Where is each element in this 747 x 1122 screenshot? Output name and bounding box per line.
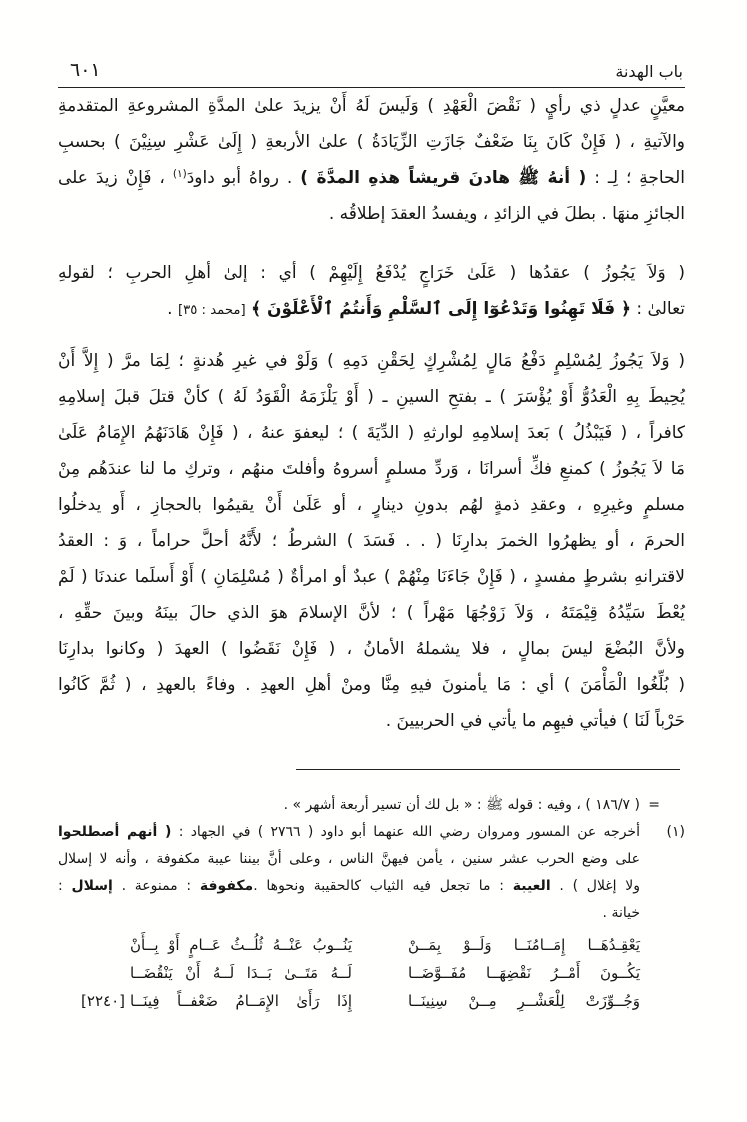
text-segment: تعالىٰ : <box>636 299 685 319</box>
text-line: والآتيةِ ، ( فَإِنْ كَانَ بِنَا ضَعْفٌ جَازَتِ الزِّيَادَةُ ) علىٰ الأربعةِ ( إِلَىٰ عَشْرِ سِنِيْنَ ) بحسبِ <box>58 132 685 152</box>
paragraph-payment-to-polytheist <box>58 343 685 739</box>
text-line: الجائزِ منهَا . بطلَ في الزائدِ ، ويفسدُ العقدَ إطلاقُه . <box>328 204 685 224</box>
second-hemistich: يَنُــوبُ عَنْــهُ ثُلُــثُ عَــامٍ أَوْ بِــأَنْ <box>130 936 352 954</box>
footnote-line <box>58 819 685 846</box>
bold-term: العيبة <box>512 878 551 894</box>
paragraph-tribute-prohibition <box>58 255 685 327</box>
paragraph-truce-duration <box>58 88 685 232</box>
text-line: يُحِيطَ بِهِ الْعَدُوُّ أَوْ يُؤْسَرَ ) ـ بفتحِ السينِ ـ ( أَوْ يَلْزَمَهُ الْقَوَدُ لَهُ ) كأنْ قتلَ قبلَ إسلامِهِ <box>58 387 685 407</box>
verse-number: [٢٢٤٠] <box>81 992 125 1010</box>
text-line: مَا لاَ يَجُوزُ ) كمنعِ فكِّ أسرانَا ، وَردِّ مسلمٍ أسروهُ وأفلتَ منهُم ، وتركِ ما لنا عندَهُم مِنْ <box>58 459 685 479</box>
bold-hadith-quote: ( أنهم أصطلحوا <box>58 824 172 840</box>
poem-verse <box>58 987 640 1015</box>
footnote-reference: (١) <box>172 167 187 180</box>
footnote-text: أخرجه عن المسور ومروان رضي الله عنهما أبو داود ( ٢٧٦٦ ) في الجهاد : <box>178 824 640 840</box>
text-line: ( وَلاَ يَجُوزُ لِمُسْلِمٍ دَفْعُ مَالٍ لِمُشْرِكٍ لِحَقْنِ دَمِهِ ) وَلَوْ في غيرِ هُدنةٍ ؛ لِمَا مرَّ ( إِلاَّ أَنْ <box>58 351 685 371</box>
bold-term: إسلال <box>71 878 113 894</box>
footnote-separator <box>296 769 680 770</box>
first-hemistich: يَعْقِـدُهَــا إِمَــامُنَــا وَلَــوْ بِمَــنْ <box>408 936 640 954</box>
continuation-marker: = <box>648 797 660 813</box>
footnote-marker: (١) <box>666 824 685 840</box>
quran-verse: ﴿ فَلَا تَهِنُوا وَتَدْعُوٓا إِلَى ٱلسَّلْمِ وَأَنتُمُ ٱلْأَعْلَوْنَ ﴾ <box>251 299 631 319</box>
footnotes <box>58 792 685 927</box>
text-line: حَرْباً لَنَا ) فيأتي فيهِم ما يأتي في الحربيينَ . <box>385 711 685 731</box>
text-line: الحرمَ ، أو يظهرُوا الخمرَ بدارِنَا ( . . فَسَدَ ) الشرطُ ؛ لأَنَّهُ أحلَّ حراماً ، وَ : العقدُ <box>58 531 685 551</box>
poem-verse <box>58 931 640 959</box>
text-line: كافراً ، ( فَيَبْذُلُ ) بَعدَ إسلامِهِ لوارثهِ ( الدِّيَةَ ) ؛ ليعفوَ عنهُ ، ( فَإِنْ هَادَنَهُمُ الإِمَامُ عَلَىٰ <box>58 423 685 443</box>
text-segment: الحاجةِ ؛ لِـ : <box>594 168 685 188</box>
text-line: معيَّنٍ عدلٍ ذي رأيٍ ( نَقْضَ الْعَهْدِ ) وَلَيسَ لَهُ أَنْ يزيدَ علىٰ المدَّةِ المشروعةِ المتقدمةِ <box>58 96 685 116</box>
poem <box>58 931 640 1015</box>
second-hemistich: لَــهُ مَتَــىٰ بَــدَا لَــهُ أَنْ يَنْقُضَــا <box>130 964 352 982</box>
text-line <box>58 160 685 196</box>
footnote-continuation <box>58 792 685 819</box>
text-segment: . رواهُ أبو داودَ <box>186 168 293 188</box>
text-line: ( وَلاَ يَجُوزُ ) عقدُها ( عَلَىٰ خَرَاجٍ يُدْفَعُ إِلَيْهِمْ ) أي : إلىٰ أهلِ الحربِ ؛ لقولهِ <box>58 263 685 283</box>
footnote-line: خيانة . <box>602 905 640 921</box>
chapter-title: باب الهدنة <box>615 62 683 81</box>
text-segment: ، فَإِنْ زيدَ على <box>58 168 165 188</box>
first-hemistich: وَجُــوِّزَتْ لِلْعَشْــرِ مِــنْ سِنِينَــا <box>408 992 640 1010</box>
text-line: ولأنَّ البُضْعَ ليسَ بمالٍ ، فلا يشملهُ الأمانُ ، ( فَإِنْ نَقَضُوا ) العهدَ ( وكانوا بدارِنَا <box>58 639 685 659</box>
footnote-text: ( ١٨٦/٧ ) ، وفيه : قوله ﷺ : « بل لك أن تسير أربعة أشهر » . <box>283 797 640 813</box>
second-hemistich: إِذَا رَأَىٰ الإِمَــامُ ضَعْفــاً فِينَــا <box>130 992 352 1010</box>
text-line: ( بُلِّغُوا الْمَأْمَنَ ) أي : مَا يأمنونَ فيهِ مِنَّا ومنْ أهلِ العهدِ . وفاءً بالعهدِ ، ( ثُمَّ كَانُوا <box>58 675 685 695</box>
footnote-line: على وضع الحرب عشر سنين ، يأمن فيهنَّ الناس ، وعلى أنَّ بيننا عيبة مكفوفة ، وأنه لا إسلال <box>58 851 640 867</box>
text-line: مسلمٍ وغيرِهِ ، وعقدِ ذمةٍ لهُم بدونِ دينارٍ ، أو عَلَىٰ أَنْ يقيمُوا بالحجازِ ، أَو يدخلُوا <box>58 495 685 515</box>
footnote-line <box>58 873 685 900</box>
text-line: يُعْطَ سَيِّدُهُ قِيْمَتَهُ ، وَلاَ زَوْجُهَا مَهْراً ) ؛ لأنَّ الإسلامَ هوَ الذي حالَ بينَهُ وبينَ حقِّهِ ، <box>58 603 685 623</box>
text-segment: . <box>167 299 173 319</box>
bold-hadith-quote: ( أنهُ ﷺ هادنَ قريشاً هذهِ المدَّةَ ) <box>300 168 587 188</box>
poem-verse <box>58 959 640 987</box>
footnote-text: : <box>58 878 63 894</box>
footnote-text: ولا إغلال ) . <box>559 878 641 894</box>
quran-citation: [محمد : ٣٥] <box>177 303 246 318</box>
footnote-text: : ممنوعة . <box>121 878 192 894</box>
bold-term: مكفوفة <box>199 878 254 894</box>
text-line: لاقترانهِ بشرطٍ مفسدٍ ، ( فَإِنْ جَاءَنَا مِنْهُمْ ) عبدٌ أو امرأةٌ ( مُسْلِمَانِ ) أَوْ أَسلَما عندنَا ( لَمْ <box>58 567 685 587</box>
first-hemistich: يَكُــونَ أَمْــرُ نَقْضِهَــا مُفَــوَّضَــا <box>408 964 640 982</box>
footnote-text: : ما تجعل فيه الثياب كالحقيبة ونحوها . <box>253 878 504 894</box>
page-number: ٦٠١ <box>70 59 101 81</box>
text-line <box>58 291 685 327</box>
